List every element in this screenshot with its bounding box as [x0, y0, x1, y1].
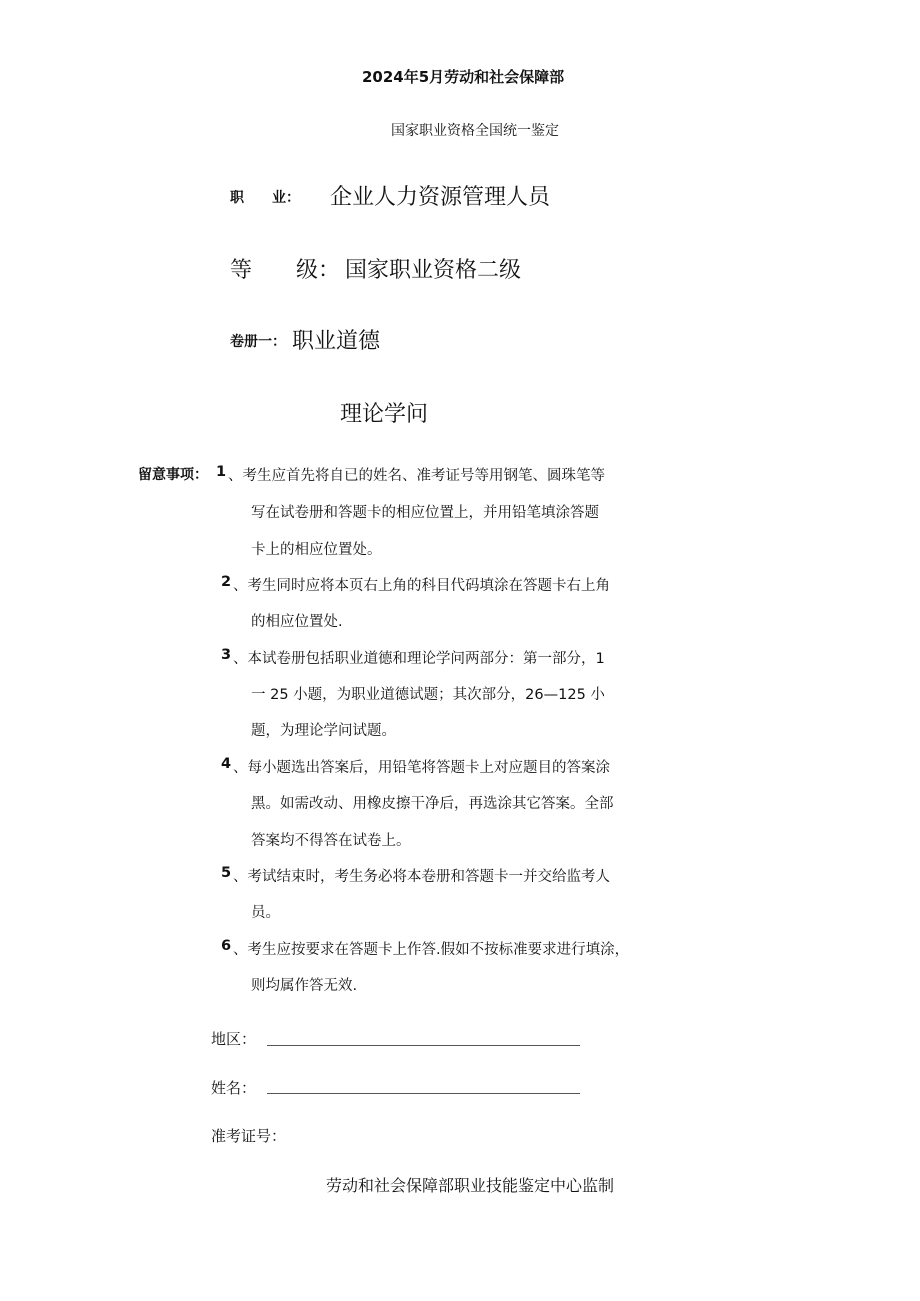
notice-item-number: 5 — [221, 865, 232, 881]
notice-item-line: 、考试结束时，考生务必将本卷册和答题卡一并交给监考人 — [233, 869, 610, 885]
occupation-value: 企业人力资源管理人员 — [330, 185, 551, 210]
notice-item-line: 一 25 小题，为职业道德试题；其次部分，26—125 小 — [251, 687, 605, 703]
occupation-label: 职 业： — [230, 190, 300, 206]
section-title: 理论学问 — [340, 402, 429, 427]
notice-item-line: 、考生应按要求在答题卡上作答.假如不按标准要求进行填涂， — [233, 942, 630, 958]
volume-label: 卷册一： — [230, 334, 286, 350]
name-label: 姓名： — [211, 1079, 257, 1097]
header-date-line: 2024年5月劳动和社会保障部 — [362, 68, 565, 86]
notice-item-number: 3 — [221, 647, 232, 663]
notice-item-line: 的相应位置处. — [251, 614, 343, 630]
region-input-line[interactable] — [267, 1045, 580, 1046]
notice-item-line: 、每小题选出答案后，用铅笔将答题卡上对应题目的答案涂 — [233, 760, 610, 776]
footer-issuer: 劳动和社会保障部职业技能鉴定中心监制 — [326, 1176, 615, 1195]
notice-item-line: 卡上的相应位置处。 — [251, 542, 382, 558]
notice-item-line: 写在试卷册和答题卡的相应位置上，并用铅笔填涂答题 — [251, 505, 599, 521]
notice-item-line: 答案均不得答在试卷上。 — [251, 833, 411, 849]
notice-item-line: 、本试卷册包括职业道德和理论学问两部分：第一部分，1 — [233, 651, 605, 667]
level-label: 等 级： — [230, 258, 341, 283]
name-input-line[interactable] — [267, 1093, 580, 1094]
notice-item-line: 黑。如需改动、用橡皮擦干净后，再选涂其它答案。全部 — [251, 796, 614, 812]
notice-item-number: 4 — [221, 756, 232, 772]
notice-item-line: 则均属作答无效. — [251, 978, 358, 994]
notice-item-line: 、考生同时应将本页右上角的科目代码填涂在答题卡右上角 — [233, 578, 610, 594]
volume-value: 职业道德 — [292, 329, 381, 354]
header-exam-line: 国家职业资格全国统一鉴定 — [391, 123, 559, 139]
notice-item-line: 员。 — [251, 905, 280, 921]
ticket-number-label: 准考证号： — [211, 1127, 287, 1145]
notice-item-line: 题，为理论学问试题。 — [251, 723, 396, 739]
notice-item-line: 、考生应首先将自已的姓名、准考证号等用钢笔、圆珠笔等 — [228, 468, 605, 484]
notice-item-number: 1 — [216, 464, 227, 480]
notice-item-number: 6 — [221, 938, 232, 954]
region-label: 地区： — [211, 1030, 257, 1048]
level-value: 国家职业资格二级 — [345, 258, 522, 283]
notice-item-number: 2 — [221, 574, 232, 590]
notice-heading: 留意事项： — [138, 467, 208, 483]
